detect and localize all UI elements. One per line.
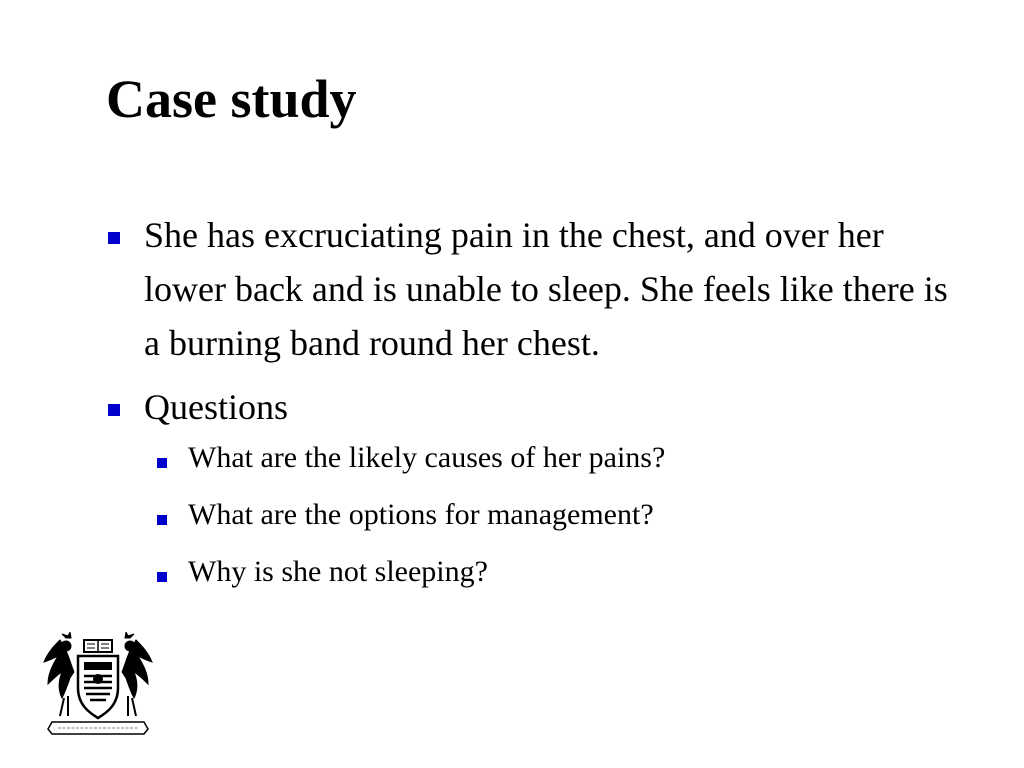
- bullet-square-icon: [157, 458, 167, 468]
- right-crane-icon: [122, 632, 152, 716]
- bullet-case-description: [108, 208, 968, 370]
- bullet-text: Questions: [144, 387, 288, 427]
- sub-bullet-sleeping: [154, 552, 968, 592]
- bullet-square-icon: [157, 515, 167, 525]
- motto-scroll-icon: [48, 722, 148, 734]
- university-crest-icon: [38, 632, 158, 736]
- bullet-square-icon: [108, 404, 120, 416]
- left-crane-icon: [44, 632, 74, 716]
- bullet-questions: [108, 380, 968, 592]
- sub-bullet-causes: [154, 438, 968, 478]
- bullet-square-icon: [108, 232, 120, 244]
- bullet-square-icon: [157, 572, 167, 582]
- book-icon: [84, 640, 112, 652]
- sub-bullet-text: What are the options for management?: [188, 498, 654, 531]
- sub-bullet-management: [154, 495, 968, 535]
- sub-bullet-text: What are the likely causes of her pains?: [188, 441, 666, 474]
- slide-title: Case study: [106, 69, 357, 129]
- sub-bullet-text: Why is she not sleeping?: [188, 555, 488, 588]
- bullet-text: She has excruciating pain in the chest, and over her lower back and is unable to sleep. She feels like there is a burning band round her chest.: [144, 215, 948, 363]
- bullet-list: [108, 208, 968, 609]
- sub-bullet-list: [144, 438, 968, 592]
- shield-icon: [78, 656, 118, 718]
